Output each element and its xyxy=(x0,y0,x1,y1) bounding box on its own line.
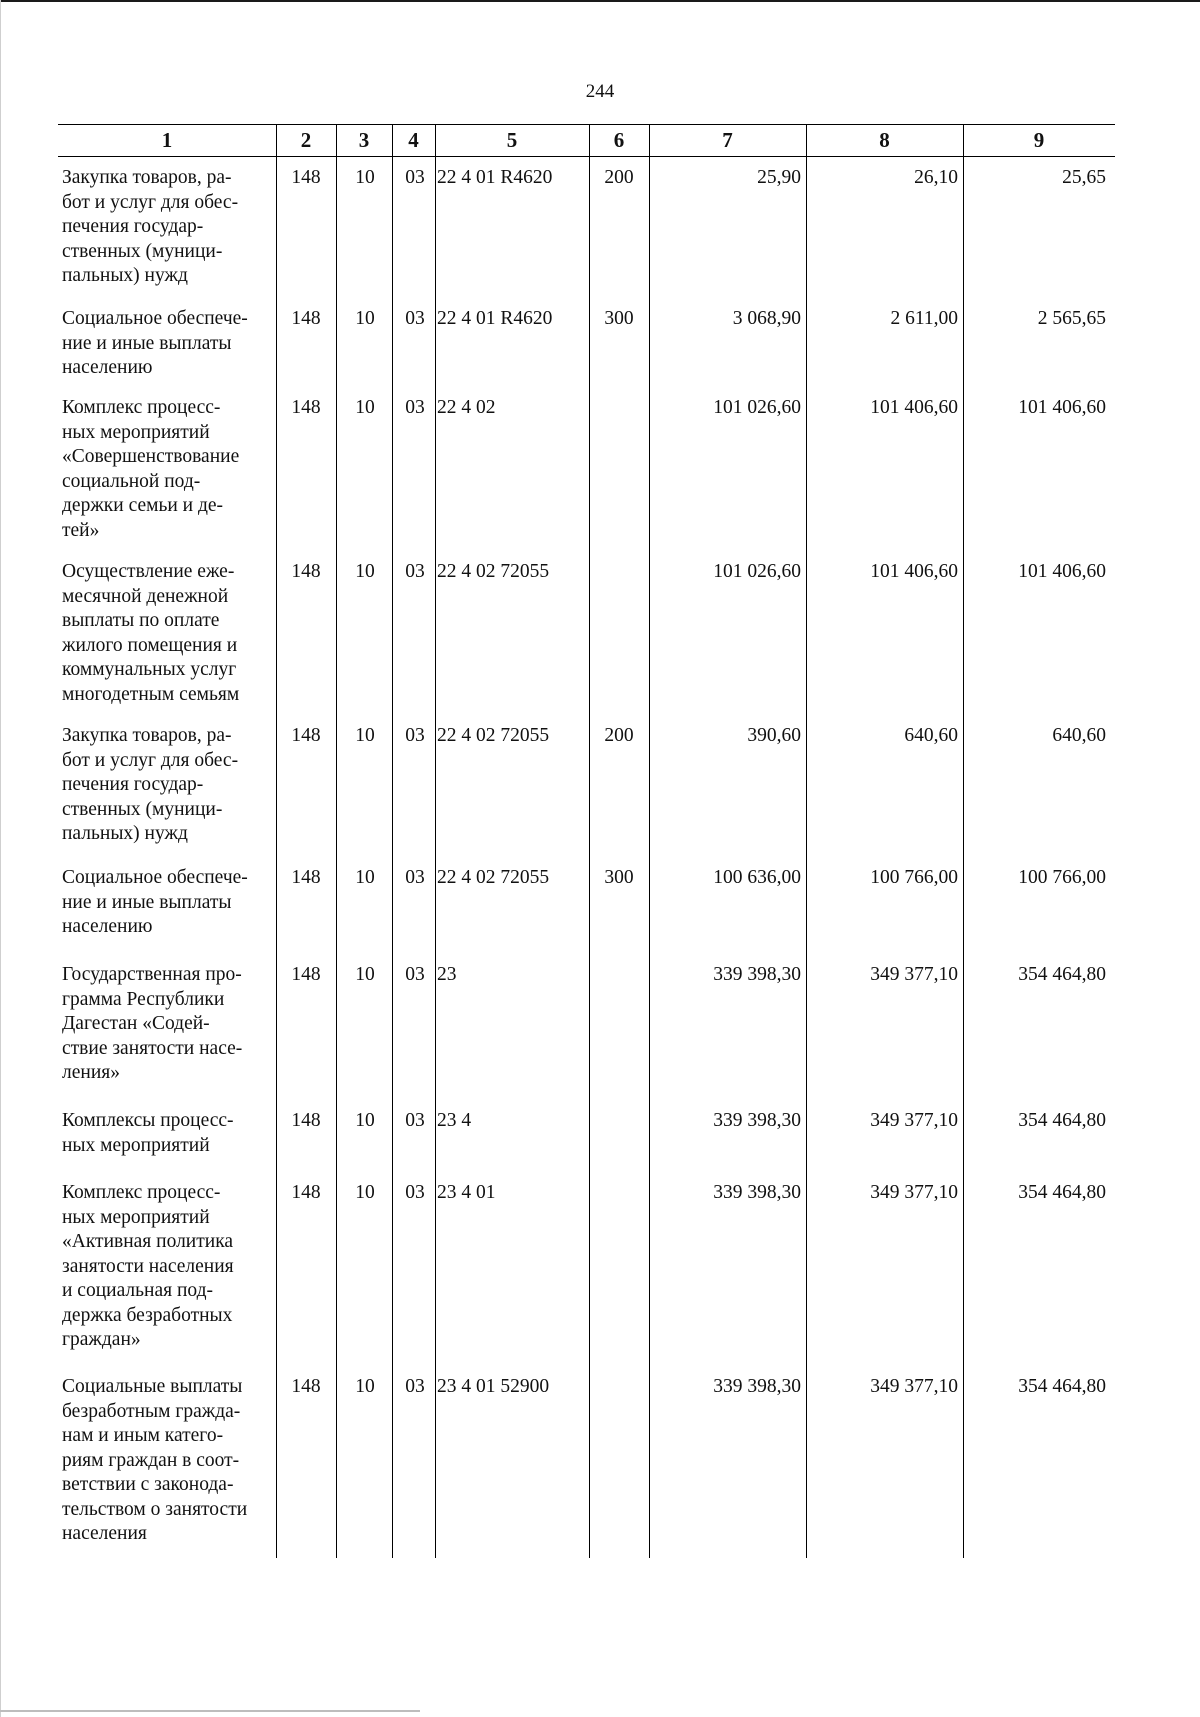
expense-type-code: 300 xyxy=(604,867,634,888)
ministry-code: 148 xyxy=(291,867,321,888)
target-article-code: 22 4 02 72055 xyxy=(437,561,550,582)
target-article-code: 23 xyxy=(437,964,457,985)
amount-col-7: 339 398,30 xyxy=(713,964,801,985)
page-number: 244 xyxy=(585,81,615,102)
column-divider xyxy=(963,124,964,1558)
amount-col-7: 390,60 xyxy=(747,725,801,746)
amount-col-9: 25,65 xyxy=(1062,167,1106,188)
column-header: 3 xyxy=(358,128,370,152)
section-code: 10 xyxy=(355,1182,375,1203)
target-article-code: 23 4 01 xyxy=(437,1182,496,1203)
amount-col-9: 354 464,80 xyxy=(1018,964,1106,985)
section-code: 10 xyxy=(355,725,375,746)
expense-type-code: 200 xyxy=(604,725,634,746)
target-article-code: 22 4 01 R4620 xyxy=(437,308,553,329)
column-header: 8 xyxy=(879,128,890,152)
scan-left-edge xyxy=(0,0,1,1717)
column-header: 7 xyxy=(722,128,733,152)
column-divider xyxy=(276,124,277,1558)
ministry-code: 148 xyxy=(291,167,321,188)
row-description: Социальное обеспече- ние и иные выплаты населению xyxy=(62,867,248,937)
amount-col-7: 101 026,60 xyxy=(713,561,801,582)
column-divider xyxy=(649,124,650,1558)
target-article-code: 22 4 02 xyxy=(437,397,496,418)
amount-col-9: 2 565,65 xyxy=(1037,308,1106,329)
row-description: Социальное обеспече- ние и иные выплаты населению xyxy=(62,308,248,378)
column-header: 1 xyxy=(161,128,173,152)
amount-col-9: 101 406,60 xyxy=(1018,397,1106,418)
expense-type-code: 200 xyxy=(604,167,634,188)
column-header: 2 xyxy=(300,128,312,152)
section-code: 10 xyxy=(355,561,375,582)
subsection-code: 03 xyxy=(405,561,425,582)
amount-col-8: 349 377,10 xyxy=(870,1376,958,1397)
ministry-code: 148 xyxy=(291,397,321,418)
amount-col-9: 101 406,60 xyxy=(1018,561,1106,582)
amount-col-9: 354 464,80 xyxy=(1018,1376,1106,1397)
subsection-code: 03 xyxy=(405,867,425,888)
amount-col-9: 640,60 xyxy=(1052,725,1106,746)
subsection-code: 03 xyxy=(405,1182,425,1203)
section-code: 10 xyxy=(355,1376,375,1397)
ministry-code: 148 xyxy=(291,964,321,985)
amount-col-9: 354 464,80 xyxy=(1018,1182,1106,1203)
amount-col-8: 101 406,60 xyxy=(870,561,958,582)
row-description: Социальные выплаты безработным гражда- нам и иным катего- риям граждан в соот- ветствии с законода- тельством о занятости населения xyxy=(62,1376,248,1544)
amount-col-8: 349 377,10 xyxy=(870,1182,958,1203)
scan-bottom-edge xyxy=(0,1710,420,1712)
section-code: 10 xyxy=(355,867,375,888)
subsection-code: 03 xyxy=(405,397,425,418)
ministry-code: 148 xyxy=(291,725,321,746)
ministry-code: 148 xyxy=(291,1376,321,1397)
subsection-code: 03 xyxy=(405,1376,425,1397)
amount-col-7: 339 398,30 xyxy=(713,1376,801,1397)
row-description: Закупка товаров, ра- бот и услуг для обес- печения государ- ственных (муници- пальных) нужд xyxy=(62,167,239,286)
section-code: 10 xyxy=(355,1110,375,1131)
subsection-code: 03 xyxy=(405,725,425,746)
amount-col-7: 25,90 xyxy=(757,167,801,188)
ministry-code: 148 xyxy=(291,561,321,582)
target-article-code: 22 4 01 R4620 xyxy=(437,167,553,188)
amount-col-8: 349 377,10 xyxy=(870,1110,958,1131)
section-code: 10 xyxy=(355,964,375,985)
row-description: Комплекс процесс- ных мероприятий «Активная политика занятости населения и социальная под- держка безработных граждан» xyxy=(62,1182,234,1350)
target-article-code: 23 4 01 52900 xyxy=(437,1376,550,1397)
target-article-code: 23 4 xyxy=(437,1110,472,1131)
row-description: Закупка товаров, ра- бот и услуг для обес- печения государ- ственных (муници- пальных) нужд xyxy=(62,725,239,844)
budget-table xyxy=(58,124,1115,1558)
amount-col-8: 100 766,00 xyxy=(870,867,958,888)
amount-col-8: 2 611,00 xyxy=(890,308,958,329)
column-divider xyxy=(589,124,590,1558)
amount-col-8: 640,60 xyxy=(904,725,958,746)
amount-col-8: 349 377,10 xyxy=(870,964,958,985)
amount-col-7: 100 636,00 xyxy=(713,867,801,888)
row-description: Государственная про- грамма Республики Дагестан «Содей- ствие занятости насе- ления» xyxy=(62,964,243,1083)
amount-col-7: 101 026,60 xyxy=(713,397,801,418)
ministry-code: 148 xyxy=(291,308,321,329)
row-description: Осуществление еже- месячной денежной выплаты по оплате жилого помещения и коммунальных услуг многодетным семьям xyxy=(62,561,240,705)
column-divider xyxy=(336,124,337,1558)
amount-col-8: 101 406,60 xyxy=(870,397,958,418)
column-divider xyxy=(806,124,807,1558)
column-header: 5 xyxy=(506,128,518,152)
amount-col-9: 354 464,80 xyxy=(1018,1110,1106,1131)
target-article-code: 22 4 02 72055 xyxy=(437,725,550,746)
subsection-code: 03 xyxy=(405,167,425,188)
amount-col-8: 26,10 xyxy=(914,167,958,188)
amount-col-9: 100 766,00 xyxy=(1018,867,1106,888)
ministry-code: 148 xyxy=(291,1182,321,1203)
row-description: Комплексы процесс- ных мероприятий xyxy=(62,1110,234,1156)
header-bottom-border xyxy=(58,156,1115,157)
amount-col-7: 339 398,30 xyxy=(713,1182,801,1203)
row-description: Комплекс процесс- ных мероприятий «Совершенствование социальной под- держки семьи и де- тей» xyxy=(62,397,240,541)
subsection-code: 03 xyxy=(405,964,425,985)
subsection-code: 03 xyxy=(405,308,425,329)
subsection-code: 03 xyxy=(405,1110,425,1131)
ministry-code: 148 xyxy=(291,1110,321,1131)
column-divider xyxy=(392,124,393,1558)
scan-top-edge xyxy=(0,0,1200,2)
column-header: 4 xyxy=(408,128,419,152)
expense-type-code: 300 xyxy=(604,308,634,329)
section-code: 10 xyxy=(355,308,375,329)
section-code: 10 xyxy=(355,167,375,188)
amount-col-7: 3 068,90 xyxy=(732,308,801,329)
column-header: 9 xyxy=(1033,128,1045,152)
target-article-code: 22 4 02 72055 xyxy=(437,867,550,888)
column-header: 6 xyxy=(613,128,625,152)
amount-col-7: 339 398,30 xyxy=(713,1110,801,1131)
column-divider xyxy=(435,124,436,1558)
section-code: 10 xyxy=(355,397,375,418)
